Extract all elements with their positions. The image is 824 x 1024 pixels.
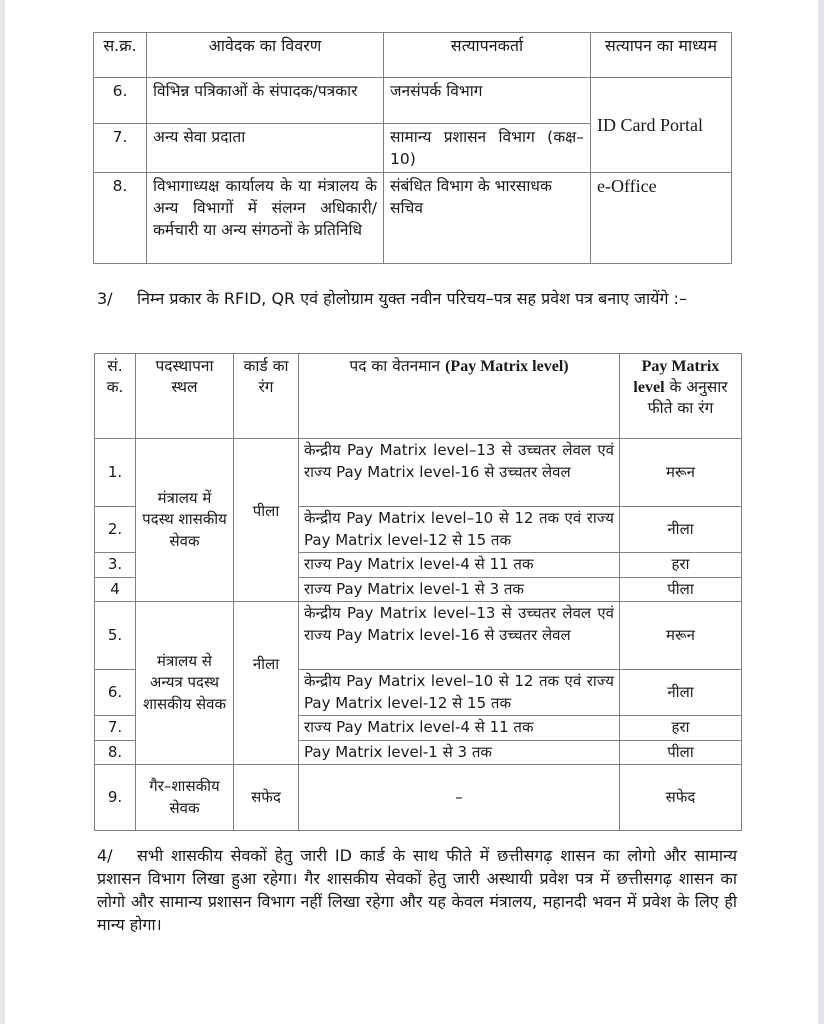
- row-card-color: नीला: [234, 602, 299, 765]
- row-sn: 8.: [95, 740, 136, 765]
- row-verifier: संबंधित विभाग के भारसाधक सचिव: [384, 173, 591, 264]
- row-place: मंत्रालय से अन्यत्र पदस्थ शासकीय सेवक: [136, 602, 234, 765]
- table-header-row: [95, 354, 742, 439]
- row-ribbon-color: नीला: [620, 507, 742, 553]
- row-sn: 8.: [94, 173, 147, 264]
- row-pay-level: राज्य Pay Matrix level-4 से 11 तक: [299, 716, 620, 741]
- row-sn: 6.: [94, 78, 147, 124]
- paragraph-4: [97, 844, 737, 936]
- row-ribbon-color: पीला: [620, 577, 742, 602]
- table-row: [95, 439, 742, 507]
- paragraph-3: [97, 287, 737, 310]
- row-pay-level: केन्द्रीय Pay Matrix level–10 से 12 तक एवं राज्य Pay Matrix level-12 से 15 तक: [299, 670, 620, 716]
- table-row: [95, 602, 742, 670]
- header-card-color: कार्ड का रंग: [234, 354, 299, 439]
- page-edge-left: [0, 0, 5, 1024]
- header-pay-level: [299, 354, 620, 439]
- header-verifier: सत्यापनकर्ता: [384, 33, 591, 78]
- row-sn: 7.: [94, 124, 147, 173]
- header-applicant: आवेदक का विवरण: [147, 33, 384, 78]
- row-pay-level: केन्द्रीय Pay Matrix level–13 से उच्चतर लेवल एवं राज्य Pay Matrix level-16 से उच्चतर लेवल: [299, 602, 620, 670]
- paragraph-number: 3/: [97, 289, 113, 308]
- header-ribbon-color: [620, 354, 742, 439]
- paragraph-text: सभी शासकीय सेवकों हेतु जारी ID कार्ड के साथ फीते में छत्तीसगढ़ शासन का लोगो और सामान्य प्रशासन विभाग लिखा हुआ रहेगा। गैर शासकीय सेवकों हेतु जारी अस्थायी प्रवेश पत्र में छत्तीसगढ़ शासन का लोगो और सामान्य प्रशासन विभाग नहीं लिखा रहेगा और यह केवल मंत्रालय, महानदी भवन में प्रवेश के लिए ही मान्य होगा।: [97, 846, 737, 934]
- row-place: गैर–शासकीय सेवक: [136, 765, 234, 831]
- header-sn: स.क्र.: [94, 33, 147, 78]
- paragraph-text: निम्न प्रकार के RFID, QR एवं होलोग्राम युक्त नवीन परिचय–पत्र सह प्रवेश पत्र बनाए जायेंगे :–: [137, 289, 687, 308]
- row-pay-level: केन्द्रीय Pay Matrix level–13 से उच्चतर लेवल एवं राज्य Pay Matrix level-16 से उच्चतर लेवल: [299, 439, 620, 507]
- id-card-color-table: [94, 353, 742, 831]
- table-row: [94, 173, 732, 264]
- row-pay-level: Pay Matrix level-1 से 3 तक: [299, 740, 620, 765]
- row-card-color: पीला: [234, 439, 299, 602]
- row-pay-level: राज्य Pay Matrix level-4 से 11 तक: [299, 553, 620, 578]
- row-pay-level: केन्द्रीय Pay Matrix level–10 से 12 तक एवं राज्य Pay Matrix level-12 से 15 तक: [299, 507, 620, 553]
- header-pay-level-text: पद का वेतनमान: [349, 357, 446, 375]
- header-place: पदस्थापना स्थल: [136, 354, 234, 439]
- row-applicant: विभागाध्यक्ष कार्यालय के या मंत्रालय के अन्य विभागों में संलग्न अधिकारी/कर्मचारी या अन्य संगठनों के प्रतिनिधि: [147, 173, 384, 264]
- row-pay-level: राज्य Pay Matrix level-1 से 3 तक: [299, 577, 620, 602]
- row-sn: 6.: [95, 670, 136, 716]
- header-medium: सत्यापन का माध्यम: [591, 33, 732, 78]
- row-applicant: अन्य सेवा प्रदाता: [147, 124, 384, 173]
- row-ribbon-color: नीला: [620, 670, 742, 716]
- row-verifier: जनसंपर्क विभाग: [384, 78, 591, 124]
- row-verifier: सामान्य प्रशासन विभाग (कक्ष–10): [384, 124, 591, 173]
- row-sn: 1.: [95, 439, 136, 507]
- row-sn: 4: [95, 577, 136, 602]
- header-ribbon-text: के अनुसार फीते का रंग: [647, 378, 728, 417]
- page-edge-right: [818, 0, 824, 1024]
- row-sn: 2.: [95, 507, 136, 553]
- row-card-color: सफेद: [234, 765, 299, 831]
- row-ribbon-color: पीला: [620, 740, 742, 765]
- verification-table: [93, 32, 732, 264]
- row-sn: 3.: [95, 553, 136, 578]
- row-medium-portal: ID Card Portal: [591, 78, 732, 173]
- header-pay-level-bold: (Pay Matrix level): [445, 358, 569, 375]
- header-sn: सं. क.: [95, 354, 136, 439]
- row-applicant: विभिन्न पत्रिकाओं के संपादक/पत्रकार: [147, 78, 384, 124]
- header-ribbon-bold: Pay Matrix level: [633, 358, 720, 396]
- paragraph-number: 4/: [97, 846, 113, 865]
- row-ribbon-color: मरून: [620, 602, 742, 670]
- row-ribbon-color: हरा: [620, 553, 742, 578]
- table-header-row: [94, 33, 732, 78]
- row-place: मंत्रालय में पदस्थ शासकीय सेवक: [136, 439, 234, 602]
- row-ribbon-color: मरून: [620, 439, 742, 507]
- row-pay-level: –: [299, 765, 620, 831]
- table-row: [94, 78, 732, 124]
- row-ribbon-color: हरा: [620, 716, 742, 741]
- row-sn: 7.: [95, 716, 136, 741]
- row-sn: 5.: [95, 602, 136, 670]
- row-sn: 9.: [95, 765, 136, 831]
- table-row: [95, 765, 742, 831]
- row-ribbon-color: सफेद: [620, 765, 742, 831]
- row-medium: e-Office: [591, 173, 732, 264]
